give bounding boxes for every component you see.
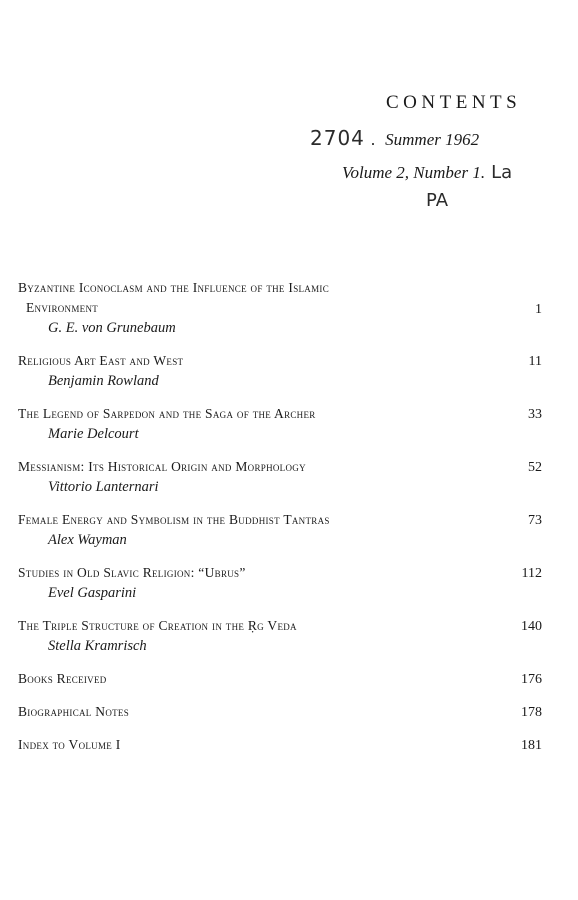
- issue-separator: .: [370, 130, 376, 149]
- entry-author: Marie Delcourt: [48, 426, 139, 442]
- entry-page-number: 176: [521, 672, 542, 687]
- table-of-contents: [18, 278, 542, 768]
- issue-season: Summer 1962: [385, 130, 480, 149]
- entry-page-number: 181: [521, 738, 542, 753]
- toc-entry: [18, 616, 542, 656]
- entry-title: Religious Art East and West: [18, 353, 184, 368]
- toc-entry: [18, 702, 542, 722]
- entry-title: The Triple Structure of Creation in the Ṛg Veda: [18, 618, 297, 633]
- entry-page-number: 140: [521, 619, 542, 634]
- handwritten-call-number: 2704: [310, 126, 365, 150]
- toc-entry: [18, 278, 542, 338]
- handwritten-annotation: PA: [426, 190, 449, 211]
- entry-page-number: 178: [521, 705, 542, 720]
- entry-author: G. E. von Grunebaum: [48, 320, 176, 336]
- entry-author: Benjamin Rowland: [48, 373, 159, 389]
- toc-entry: [18, 669, 542, 689]
- entry-author: Alex Wayman: [48, 532, 127, 548]
- entry-title: Books Received: [18, 671, 107, 686]
- volume-number: Volume 2, Number 1.: [342, 163, 486, 182]
- entry-page-number: 33: [528, 407, 542, 422]
- contents-heading: CONTENTS: [386, 92, 522, 113]
- volume-line: [342, 162, 512, 183]
- entry-title: Messianism: Its Historical Origin and Morphology: [18, 459, 306, 474]
- entry-title: Biographical Notes: [18, 704, 130, 719]
- entry-title: Female Energy and Symbolism in the Buddhist Tantras: [18, 512, 330, 527]
- entry-title: Index to Volume I: [18, 737, 121, 752]
- entry-page-number: 73: [528, 513, 542, 528]
- entry-title: Studies in Old Slavic Religion: “Ubrus”: [18, 565, 246, 580]
- toc-entry: [18, 735, 542, 755]
- toc-entry: [18, 457, 542, 497]
- toc-entry: [18, 404, 542, 444]
- entry-page-number: 112: [521, 566, 542, 581]
- entry-title: Byzantine Iconoclasm and the Influence of the Islamic Environment: [18, 280, 330, 315]
- entry-author: Evel Gasparini: [48, 585, 137, 601]
- entry-author: Vittorio Lanternari: [48, 479, 159, 495]
- entry-page-number: 11: [528, 354, 542, 369]
- entry-author: Stella Kramrisch: [48, 638, 147, 654]
- entry-page-number: 52: [528, 460, 542, 475]
- handwritten-mark: La: [491, 162, 513, 183]
- toc-entry: [18, 510, 542, 550]
- entry-page-number: 1: [535, 302, 542, 317]
- toc-entry: [18, 351, 542, 391]
- toc-entry: [18, 563, 542, 603]
- issue-line: [310, 126, 479, 150]
- entry-title: The Legend of Sarpedon and the Saga of the Archer: [18, 406, 316, 421]
